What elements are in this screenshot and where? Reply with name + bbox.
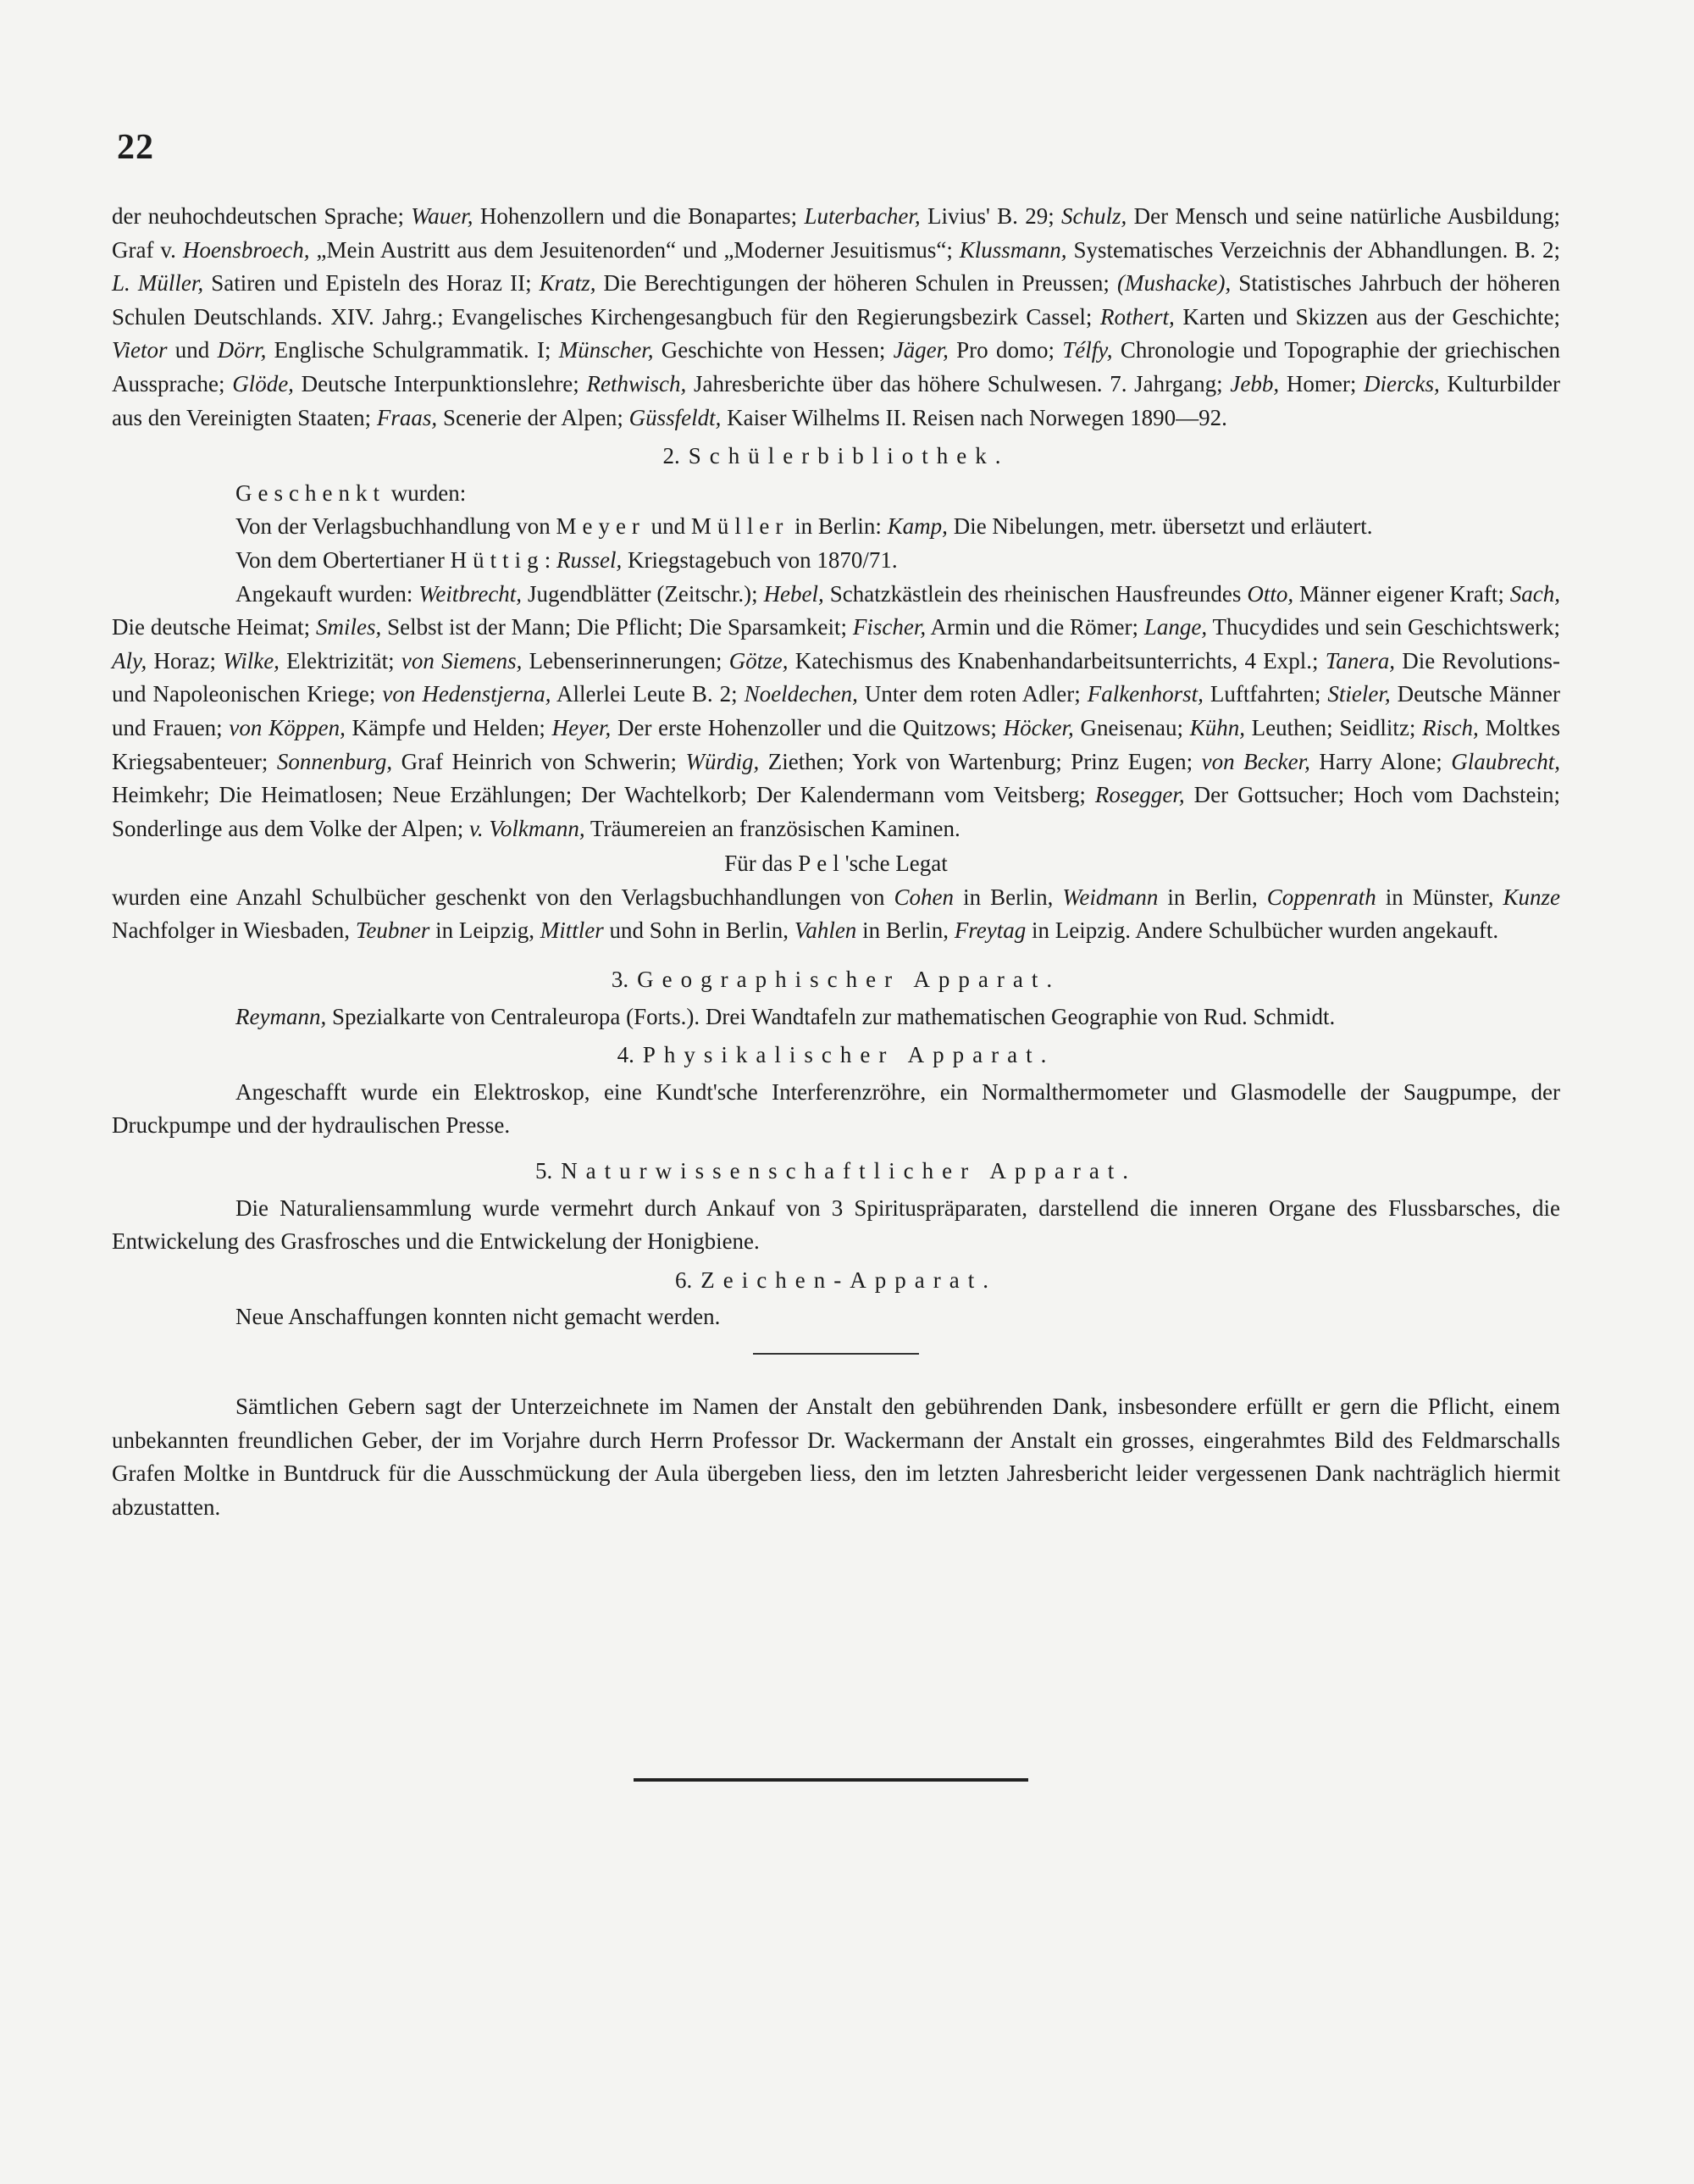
acquisitions-continued: der neuhochdeutschen Sprache; Wauer, Hohenzollern und die Bonapartes; Luterbacher, Livius' B. 29; Schulz, Der Mensch und seine natürliche Ausbildung; Graf v. Hoensbroech, „Mein Austritt aus dem Jesuitenorden“ und „Moderner Jesuitismus“; Klussmann, Systematisches Verzeichnis der Abhandlungen. B. 2; L. Müller, Satiren und Episteln des Horaz II; Kratz, Die Berechtigungen der höheren Schulen in Preussen; (Mushacke), Statistisches Jahrbuch der höheren Schulen Deutschlands. XIV. Jahrg.; Evangelisches Kirchengesangbuch für den Regierungsbezirk Cassel; Rothert, Karten und Skizzen aus der Geschichte; Vietor und Dörr, Englische Schulgrammatik. I; Münscher, Geschichte von Hessen; Jäger, Pro domo; Télfy, Chronologie und Topographie der griechischen Aussprache; Glöde, Deutsche Interpunktionslehre; Rethwisch, Jahresberichte über das höhere Schulwesen. 7. Jahrgang; Jebb, Homer; Diercks, Kulturbilder aus den Vereinigten Staaten; Fraas, Scenerie der Alpen; Güssfeldt, Kaiser Wilhelms II. Reisen nach Norwegen 1890—92.: [112, 203, 1561, 430]
section-heading-zeichen-apparat: 6. Zeichen-Apparat.: [675, 1267, 997, 1293]
page-number: 22: [117, 128, 154, 167]
legat-heading: Für das Pel'sche Legat: [724, 851, 948, 877]
section-heading-schuelerbibliothek: 2. Schülerbibliothek.: [662, 443, 1010, 469]
donation-huettig: Von dem Obertertianer Hüttig: Russel, Kriegstagebuch von 1870/71.: [235, 546, 898, 573]
section-heading-naturwissenschaftlicher-apparat: 5. Naturwissenschaftlicher Apparat.: [534, 1158, 1138, 1184]
end-rule: [634, 1778, 1028, 1782]
section-divider: [753, 1353, 919, 1355]
zeichen-apparat-text: Neue Anschaffungen konnten nicht gemacht werden.: [235, 1304, 721, 1330]
physikalischer-apparat-text: Angeschafft wurde ein Elektroskop, eine Kundt'sche Interferenzröhre, ein Normalthermometer und Glasmodelle der Saugpumpe, der Druckpumpe und der hydraulischen Presse.: [112, 1078, 1560, 1139]
section-heading-geographischer-apparat: 3. Geographischer Apparat.: [611, 967, 1061, 993]
legat-paragraph: wurden eine Anzahl Schulbücher geschenkt von den Verlagsbuchhandlungen von Cohen in Berlin, Weidmann in Berlin, Coppenrath in Münster, Kunze Nachfolger in Wiesbaden, Teubner in Leipzig, Mittler und Sohn in Berlin, Vahlen in Berlin, Freytag in Leipzig. Andere Schulbücher wurden angekauft.: [112, 884, 1561, 944]
donations-label: Geschenkt wurden:: [235, 479, 467, 506]
section-heading-physikalischer-apparat: 4. Physikalischer Apparat.: [617, 1042, 1055, 1068]
naturwissenschaftlicher-apparat-text: Die Naturaliensammlung wurde vermehrt durch Ankauf von 3 Spirituspräparaten, darstellend die inneren Organe des Flussbarsches, die Entwickelung des Grasfrosches und die Entwickelung der Honigbiene.: [112, 1195, 1560, 1255]
closing-paragraph: Sämtlichen Gebern sagt der Unterzeichnete im Namen der Anstalt den gebührenden Dank, insbesondere erfüllt er gern die Pflicht, einem unbekannten freundlichen Geber, der im Vorjahre durch Herrn Professor Dr. Wackermann der Anstalt ein grosses, eingerahmtes Bild des Feldmarschalls Grafen Moltke in Buntdruck für die Ausschmückung der Aula übergeben liess, den im letzten Jahresbericht leider vergessenen Dank nachträglich hiermit abzustatten.: [112, 1394, 1560, 1520]
purchases-paragraph: Angekauft wurden: Weitbrecht, Jugendblätter (Zeitschr.); Hebel, Schatzkästlein des rheinischen Hausfreundes Otto, Männer eigener Kraft; Sach, Die deutsche Heimat; Smiles, Selbst ist der Mann; Die Pflicht; Die Sparsamkeit; Fischer, Armin und die Römer; Lange, Thucydides und sein Geschichtswerk; Aly, Horaz; Wilke, Elektrizität; von Siemens, Lebenserinnerungen; Götze, Katechismus des Knabenhandarbeitsunterrichts, 4 Expl.; Tanera, Die Revolutions- und Napoleonischen Kriege; von Hedenstjerna, Allerlei Leute B. 2; Noeldechen, Unter dem roten Adler; Falkenhorst, Luftfahrten; Stieler, Deutsche Männer und Frauen; von Köppen, Kämpfe und Helden; Heyer, Der erste Hohenzoller und die Quitzows; Höcker, Gneisenau; Kühn, Leuthen; Seidlitz; Risch, Moltkes Kriegsabenteuer; Sonnenburg, Graf Heinrich von Schwerin; Würdig, Ziethen; York von Wartenburg; Prinz Eugen; von Becker, Harry Alone; Glaubrecht, Heimkehr; Die Heimatlosen; Neue Erzählungen; Der Wachtelkorb; Der Kalendermann vom Veitsberg; Rosegger, Der Gottsucher; Hoch vom Dachstein; Sonderlinge aus dem Volke der Alpen; v. Volkmann, Träumereien an französischen Kaminen.: [112, 580, 1560, 841]
document-body: [112, 200, 1560, 1524]
donation-meyer-mueller: Von der Verlagsbuchhandlung von Meyer und Müller in Berlin: Kamp, Die Nibelungen, metr. übersetzt und erläutert.: [235, 513, 1373, 540]
geographischer-apparat-text: Reymann, Spezialkarte von Centraleuropa (Forts.). Drei Wandtafeln zur mathematischen Geographie von Rud. Schmidt.: [235, 1003, 1336, 1029]
